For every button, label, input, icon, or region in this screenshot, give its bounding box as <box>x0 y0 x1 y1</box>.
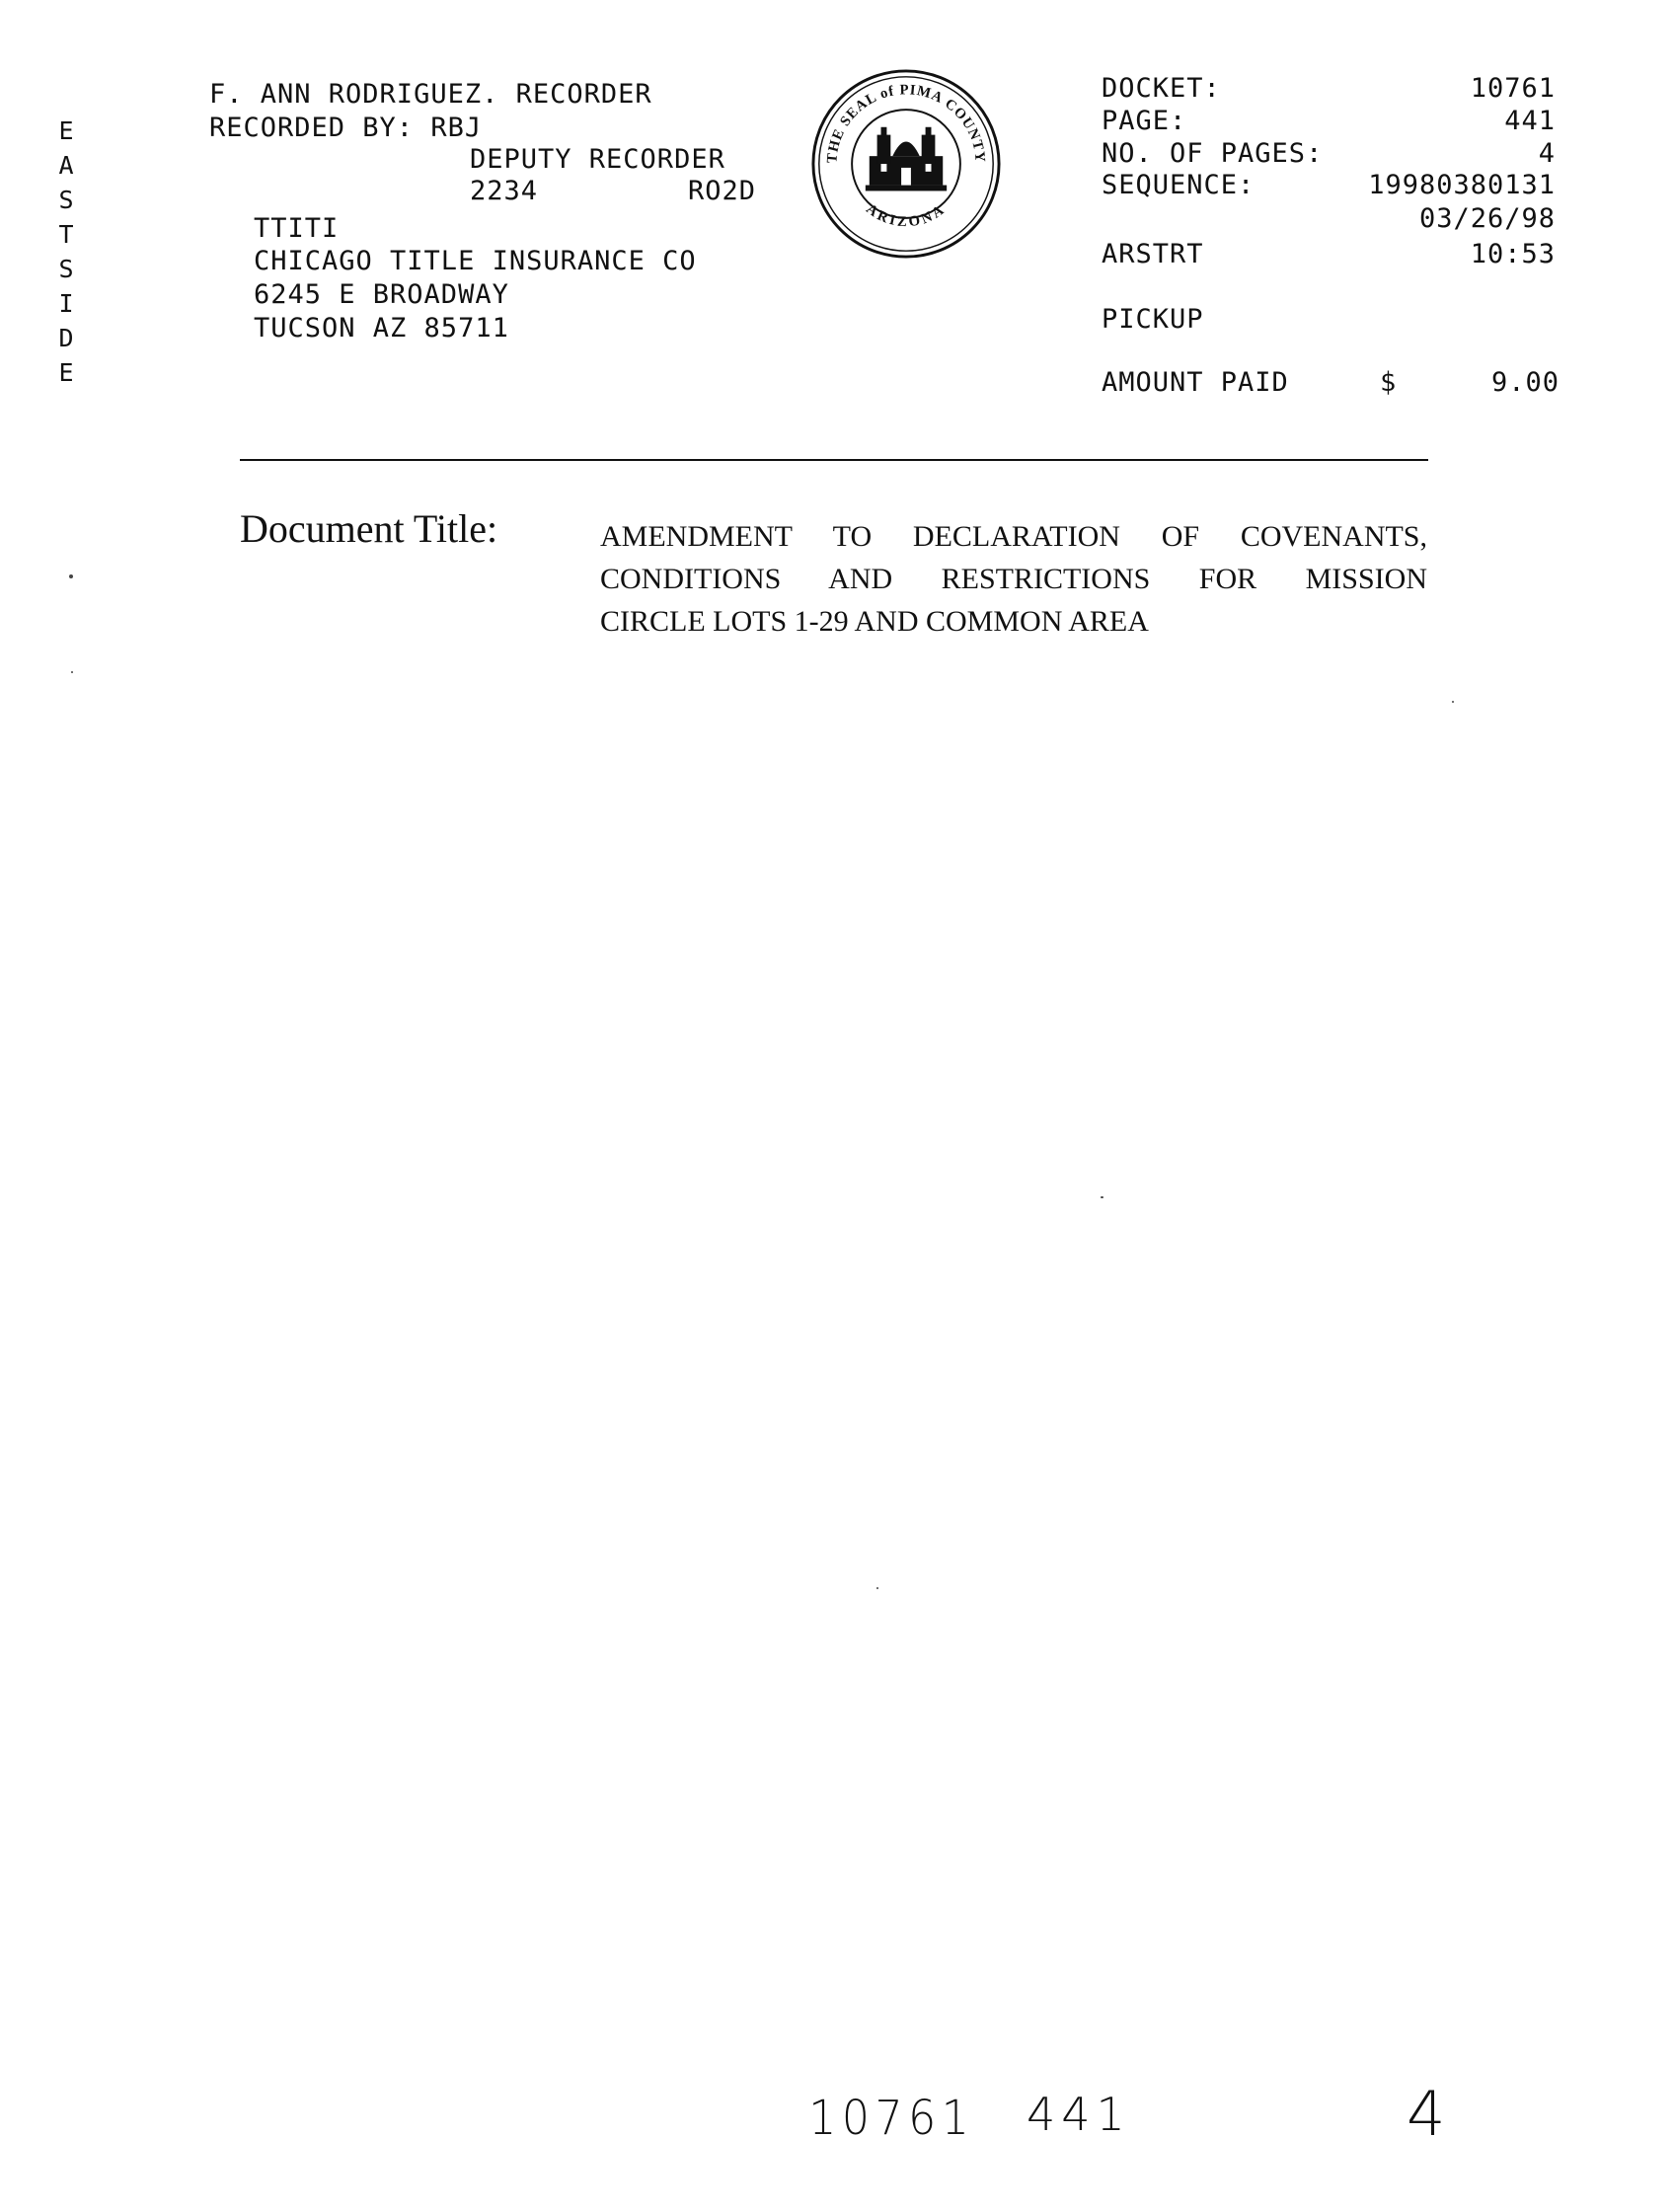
eastside-stamp <box>51 114 81 390</box>
address-line-2: CHICAGO TITLE INSURANCE CO <box>254 246 697 276</box>
header-divider <box>240 459 1428 461</box>
handwritten-docket: 10761 <box>808 2091 975 2146</box>
currency-symbol: $ <box>1380 367 1398 398</box>
record-time: 10:53 <box>1470 239 1556 269</box>
stamp-letter: S <box>58 255 74 283</box>
recorder-code: 2234 <box>470 176 539 206</box>
page-value: 441 <box>1504 106 1556 136</box>
svg-text:ARIZONA <box>863 201 949 231</box>
recorded-by: RECORDED BY: RBJ <box>209 113 483 143</box>
page-count-value: 4 <box>1538 138 1556 169</box>
sequence-label: SEQUENCE: <box>1102 170 1256 200</box>
arstrt-label: ARSTRT <box>1102 239 1204 269</box>
recorder-name: F. ANN RODRIGUEZ. RECORDER <box>209 79 652 110</box>
deputy-recorder: DEPUTY RECORDER <box>470 144 725 175</box>
record-date: 03/26/98 <box>1418 203 1556 234</box>
stamp-letter: S <box>58 186 74 214</box>
scan-speck <box>1101 1196 1103 1198</box>
pima-county-seal <box>809 67 1003 261</box>
title-line: CONDITIONS AND RESTRICTIONS FOR MISSION <box>600 563 1427 595</box>
seal-bottom-text: ARIZONA <box>863 200 950 231</box>
stamp-letter: E <box>58 358 74 387</box>
handwritten-page: 441 <box>1027 2088 1131 2141</box>
stamp-letter: A <box>58 151 74 180</box>
sequence-value: 19980380131 <box>1368 170 1556 200</box>
document-title <box>600 515 1427 643</box>
stamp-letter: E <box>58 116 74 145</box>
stamp-letter: D <box>58 324 74 352</box>
docket-label: DOCKET: <box>1102 73 1221 104</box>
stamp-letter: I <box>58 289 74 318</box>
scan-speck <box>876 1587 878 1589</box>
recorder-station: RO2D <box>688 176 757 206</box>
amount-paid-label: AMOUNT PAID <box>1102 367 1289 398</box>
stamp-letter: T <box>58 220 74 249</box>
scan-speck <box>1452 701 1454 703</box>
docket-value: 10761 <box>1470 73 1556 104</box>
amount-paid-value: 9.00 <box>1490 367 1560 398</box>
document-title-label: Document Title: <box>240 506 498 551</box>
scan-speck <box>69 574 73 578</box>
pickup-label: PICKUP <box>1102 304 1204 335</box>
page-label: PAGE: <box>1102 106 1187 136</box>
handwritten-page-count: 4 <box>1407 2078 1452 2150</box>
address-line-1: TTITI <box>254 213 340 244</box>
title-line: CIRCLE LOTS 1-29 AND COMMON AREA <box>600 605 1149 638</box>
address-line-4: TUCSON AZ 85711 <box>254 313 509 343</box>
page-count-label: NO. OF PAGES: <box>1102 138 1324 169</box>
scan-speck <box>71 671 73 673</box>
seal-top-text: THE SEAL of PIMA COUNTY <box>824 82 988 164</box>
title-line: AMENDMENT TO DECLARATION OF COVENANTS, <box>600 520 1427 553</box>
address-line-3: 6245 E BROADWAY <box>254 279 509 310</box>
